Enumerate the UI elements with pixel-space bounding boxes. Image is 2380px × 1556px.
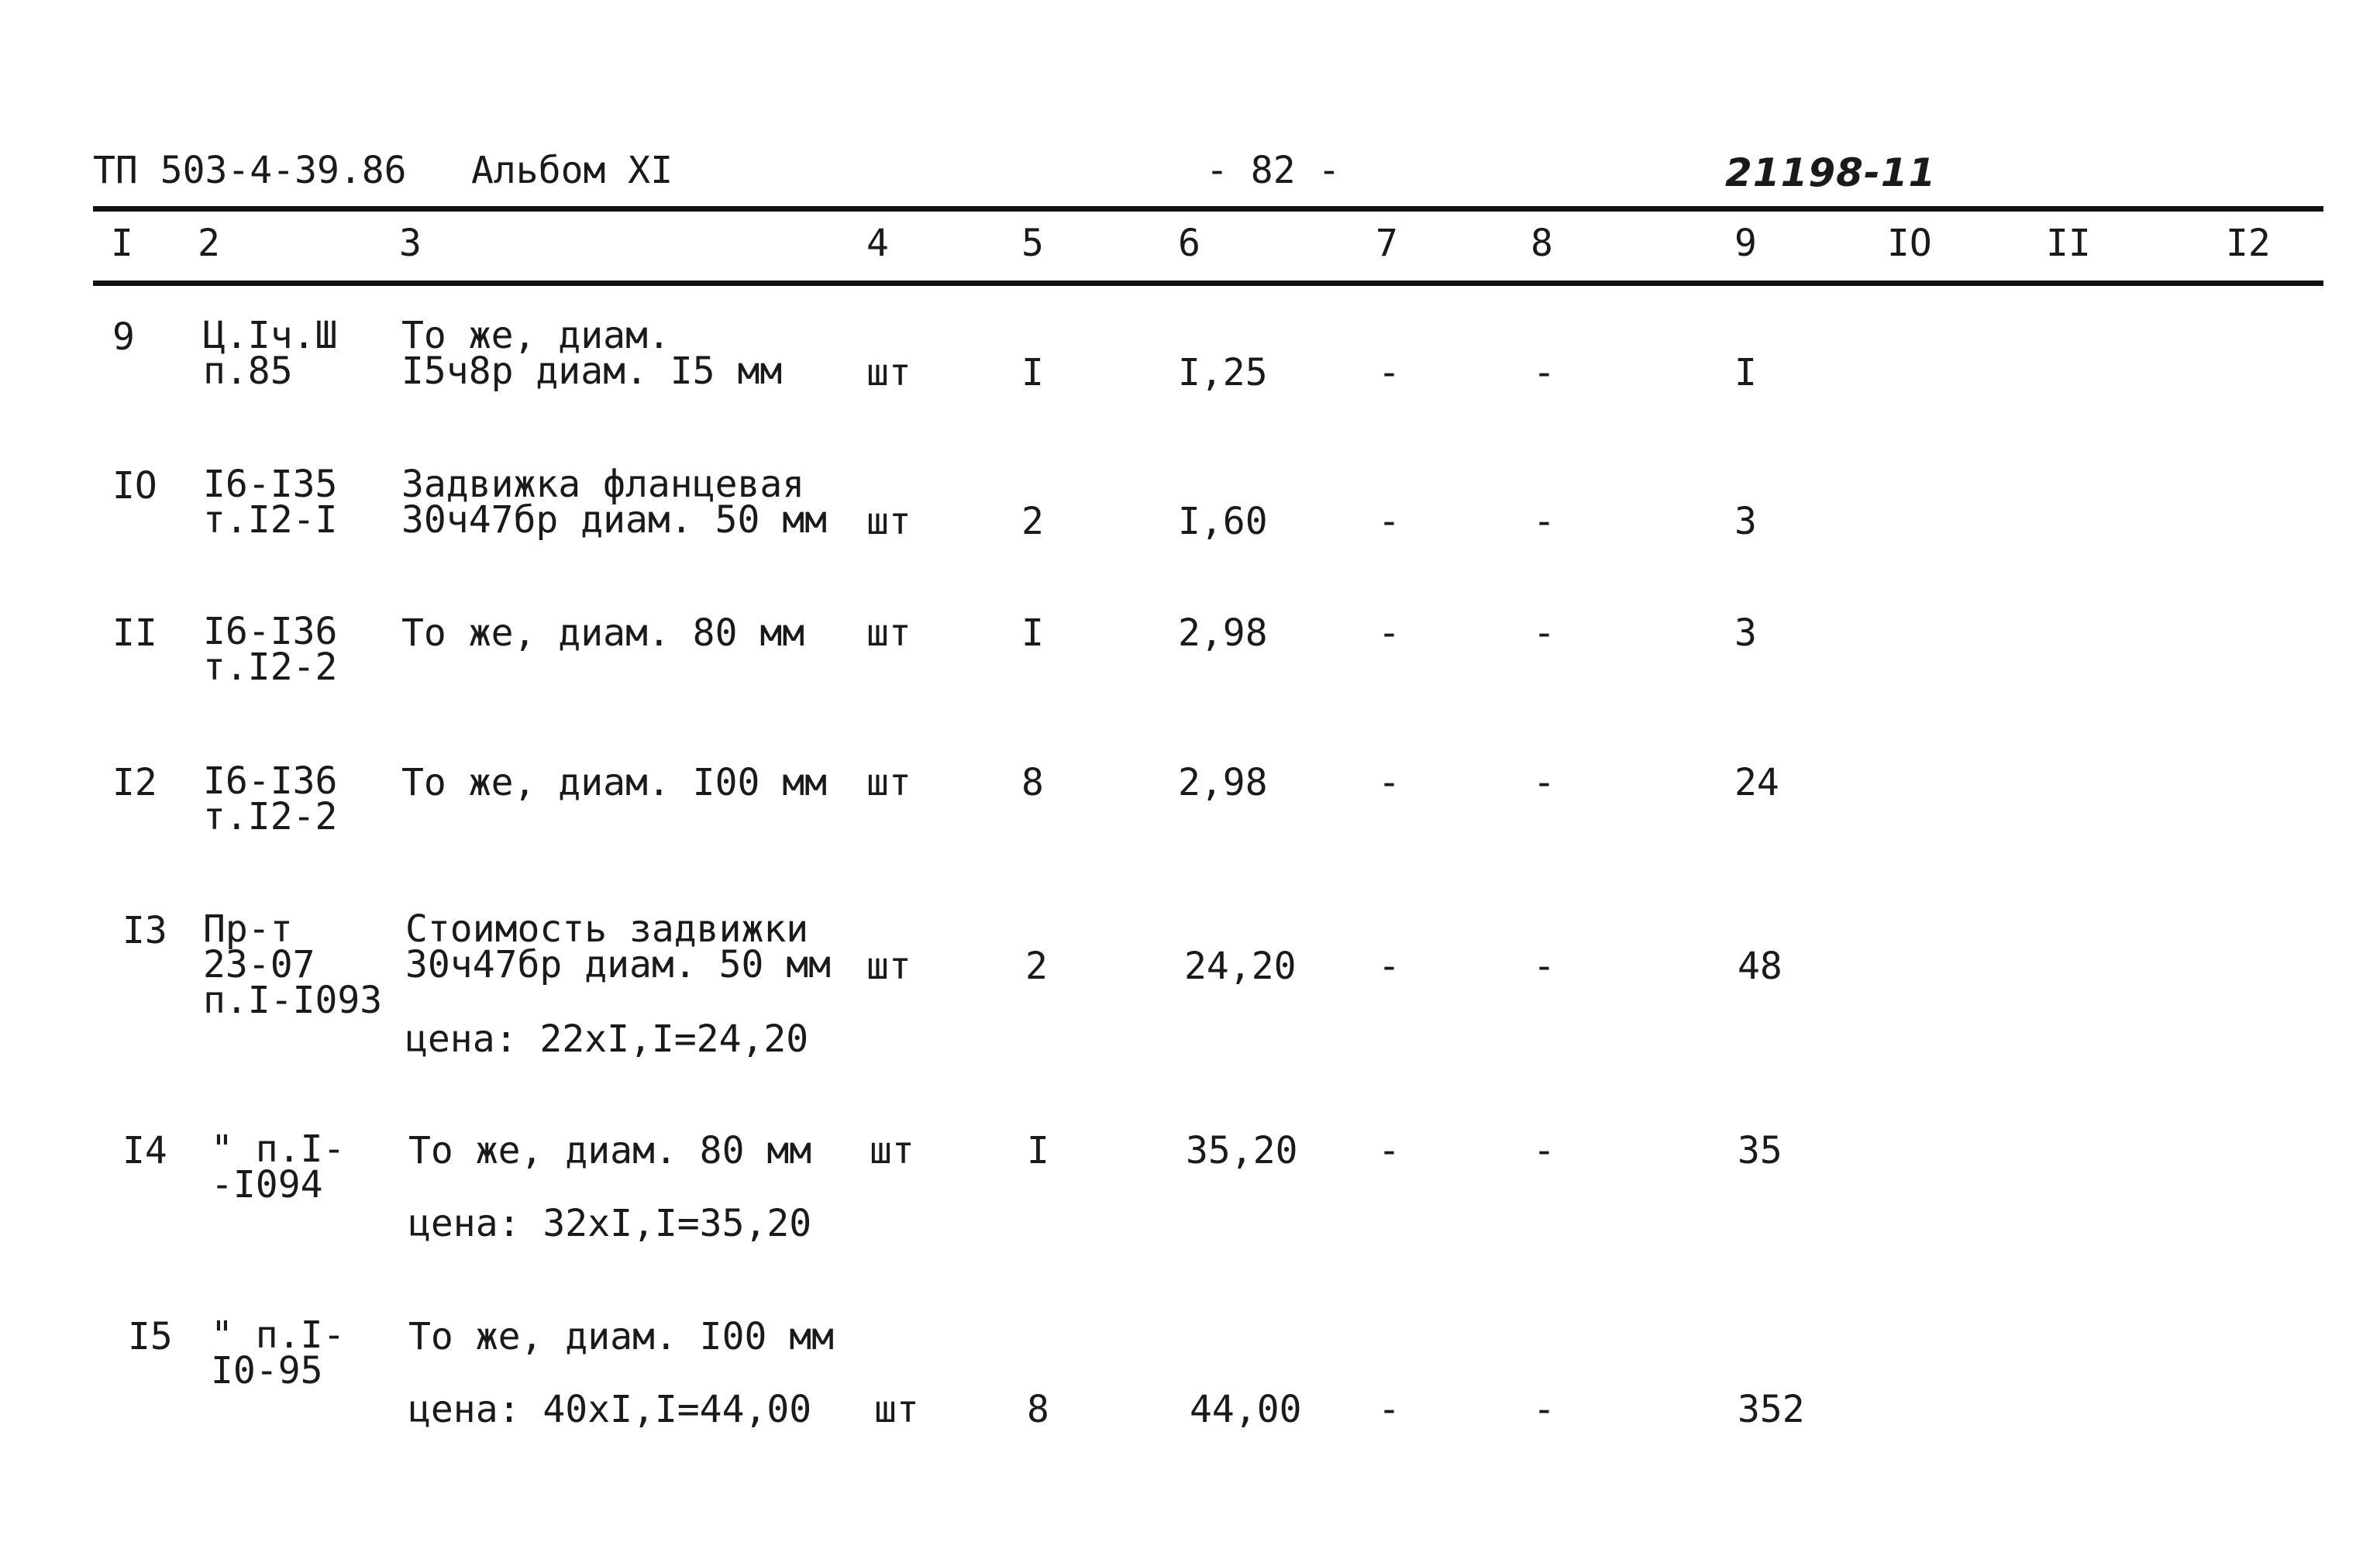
reference-line: т.I2-I [203, 498, 338, 542]
col8-value: - [1533, 1129, 1555, 1172]
unit: шт [866, 500, 911, 543]
row-number: 9 [112, 315, 135, 359]
col-header-10: IO [1887, 222, 1932, 265]
unit: шт [866, 761, 911, 804]
description [405, 907, 832, 986]
total: 24 [1734, 761, 1779, 804]
col7-value: - [1378, 945, 1400, 988]
unit-price: 24,20 [1184, 945, 1297, 988]
col7-value: - [1378, 1129, 1400, 1172]
col-header-11: II [2046, 222, 2091, 265]
description-line: 30ч47бр диам. 50 мм [405, 943, 832, 986]
reference-line: п.I-I093 [203, 979, 383, 1022]
col-header-9: 9 [1734, 222, 1757, 265]
col-header-1: I [111, 222, 133, 265]
quantity: 2 [1025, 945, 1048, 988]
unit-price: 44,00 [1190, 1388, 1302, 1431]
description [401, 314, 783, 393]
reference-line: -I094 [211, 1163, 323, 1207]
top-rule [93, 206, 2323, 212]
handwritten-number: 21198-11 [1725, 150, 1937, 195]
description [401, 611, 805, 655]
description [401, 463, 828, 542]
total: 3 [1734, 500, 1757, 543]
document-code: ТП 503-4-39.86 [93, 149, 407, 192]
description [401, 763, 827, 802]
total: 3 [1734, 611, 1757, 655]
description-line: I5ч8р диам. I5 мм [401, 349, 783, 393]
col8-value: - [1533, 500, 1555, 543]
total: I [1734, 351, 1757, 394]
header-bottom-rule [93, 281, 2323, 286]
unit: шт [866, 351, 911, 394]
reference-line: т.I2-2 [203, 795, 338, 838]
description [408, 1131, 811, 1170]
reference-line: I6-I36 [203, 759, 338, 803]
reference-line: I6-I35 [203, 463, 338, 506]
col-header-5: 5 [1021, 222, 1044, 265]
col7-value: - [1378, 611, 1400, 655]
row-number: I5 [128, 1315, 173, 1358]
col7-value: - [1378, 761, 1400, 804]
col-header-3: 3 [399, 222, 422, 265]
unit: шт [874, 1388, 919, 1431]
col8-value: - [1533, 351, 1555, 394]
description-line: То же, диам. 80 мм [408, 1129, 812, 1172]
price-note: цена: 40хI,I=44,00 [408, 1388, 812, 1431]
row-number: I3 [122, 909, 167, 952]
col-header-4: 4 [866, 222, 889, 265]
reference-line: I6-I36 [203, 610, 338, 653]
col-header-8: 8 [1531, 222, 1553, 265]
reference-line: Ц.Iч.Ш [203, 314, 338, 357]
reference [203, 907, 383, 1022]
reference [211, 1313, 346, 1392]
unit-price: 35,20 [1186, 1129, 1298, 1172]
col7-value: - [1378, 351, 1400, 394]
total: 352 [1738, 1388, 1805, 1431]
description-line: То же, диам. I00 мм [408, 1315, 835, 1358]
reference-line: 23-07 [203, 943, 315, 986]
unit-price: 2,98 [1178, 611, 1268, 655]
unit: шт [866, 611, 911, 655]
reference-line: " п.I- [211, 1127, 346, 1171]
description-line: Стоимость задвижки [405, 907, 809, 951]
col7-value: - [1378, 1388, 1400, 1431]
reference [203, 759, 338, 838]
quantity: 8 [1027, 1388, 1049, 1431]
description-line: То же, диам. I00 мм [401, 761, 828, 804]
reference [211, 1127, 346, 1207]
reference-line: Пр-т [203, 907, 293, 951]
col7-value: - [1378, 500, 1400, 543]
page-number: - 82 - [1206, 149, 1341, 192]
reference [203, 463, 338, 542]
price-note: цена: 32хI,I=35,20 [408, 1202, 812, 1245]
col-header-6: 6 [1178, 222, 1200, 265]
total: 48 [1738, 945, 1782, 988]
reference-line: т.I2-2 [203, 645, 338, 689]
col8-value: - [1533, 611, 1555, 655]
col8-value: - [1533, 1388, 1555, 1431]
col-header-2: 2 [198, 222, 220, 265]
unit-price: 2,98 [1178, 761, 1268, 804]
unit: шт [866, 945, 911, 988]
reference-line: п.85 [203, 349, 293, 393]
col8-value: - [1533, 761, 1555, 804]
description-line: Задвижка фланцевая [401, 463, 805, 506]
quantity: I [1021, 611, 1044, 655]
reference-line: I0-95 [211, 1349, 323, 1392]
col-header-7: 7 [1376, 222, 1398, 265]
row-number: I4 [122, 1129, 167, 1172]
unit-price: I,60 [1178, 500, 1268, 543]
col8-value: - [1533, 945, 1555, 988]
row-number: II [112, 611, 157, 655]
quantity: 8 [1021, 761, 1044, 804]
reference [203, 610, 338, 689]
total: 35 [1738, 1129, 1782, 1172]
quantity: I [1027, 1129, 1049, 1172]
quantity: 2 [1021, 500, 1044, 543]
quantity: I [1021, 351, 1044, 394]
description-line: То же, диам. [401, 314, 670, 357]
unit-price: I,25 [1178, 351, 1268, 394]
reference [203, 314, 338, 393]
description-line: То же, диам. 80 мм [401, 611, 805, 655]
row-number: I2 [112, 761, 157, 804]
price-note: цена: 22хI,I=24,20 [405, 1017, 809, 1061]
description [408, 1317, 834, 1356]
reference-line: " п.I- [211, 1313, 346, 1357]
row-number: IO [112, 464, 157, 508]
description-line: 30ч47бр диам. 50 мм [401, 498, 828, 542]
album-label: Альбом XI [471, 149, 673, 192]
unit: шт [870, 1129, 914, 1172]
col-header-12: I2 [2226, 222, 2271, 265]
